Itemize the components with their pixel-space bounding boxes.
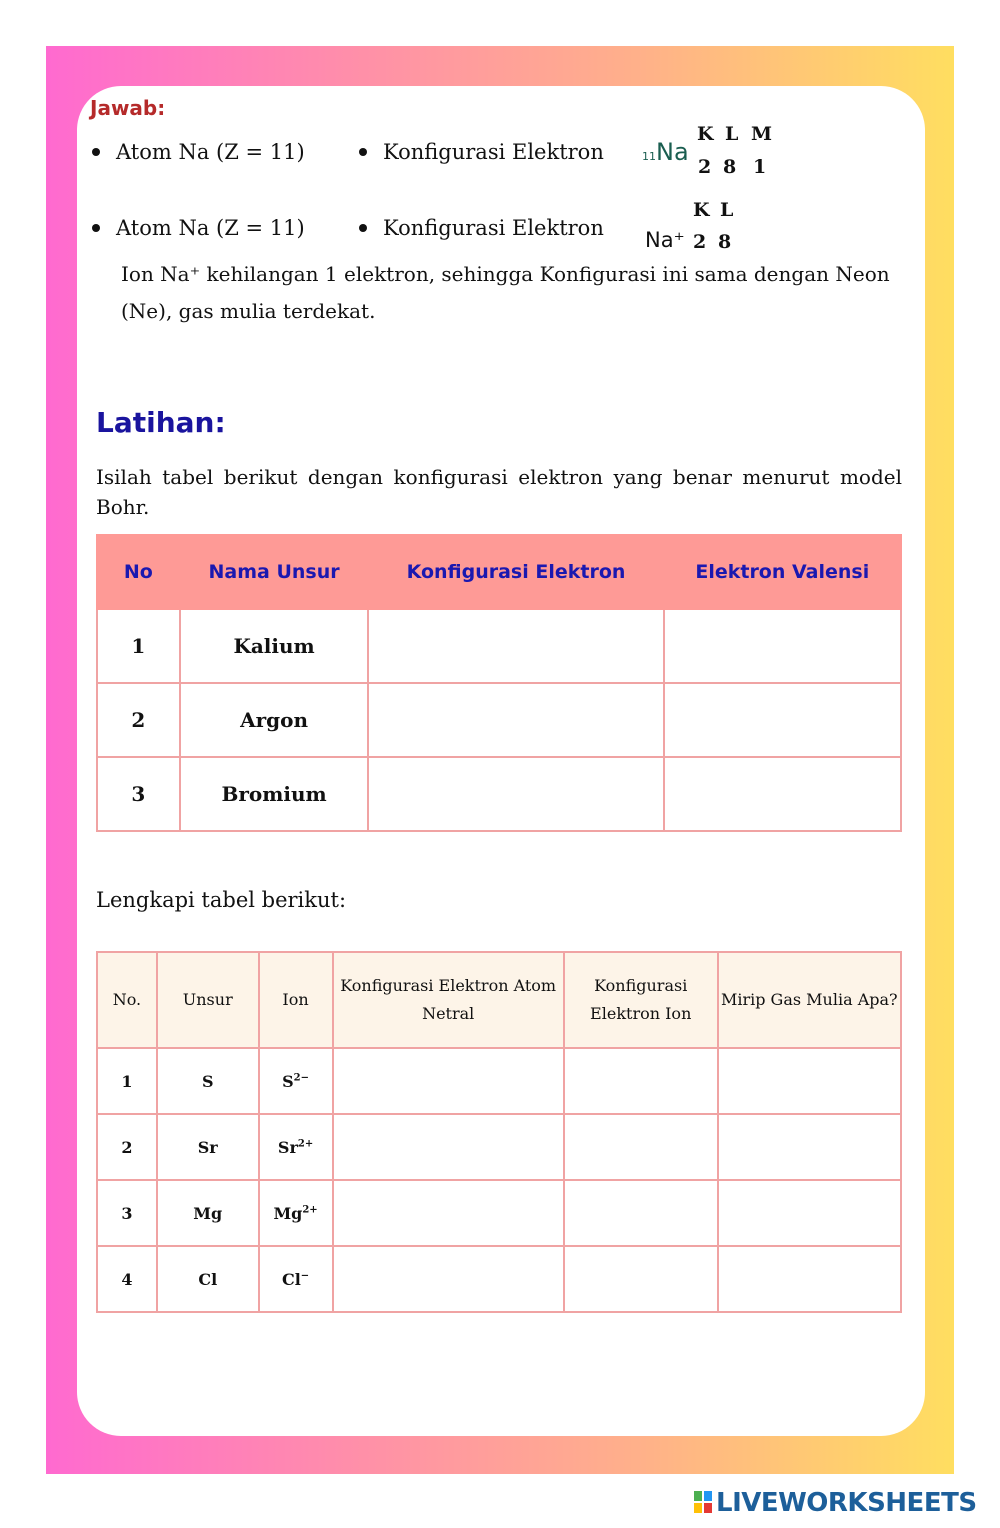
element-symbol: Mg: [157, 1180, 259, 1246]
element-symbol: S: [157, 1048, 259, 1114]
exercise-title: Latihan:: [96, 406, 226, 439]
answer-heading: Jawab:: [90, 96, 166, 120]
table-row: [97, 1246, 901, 1312]
neutral-config-answer-cell[interactable]: [333, 1048, 564, 1114]
noble-gas-answer-cell[interactable]: [718, 1180, 901, 1246]
shell-value-l-1: 8: [723, 156, 737, 178]
shell-value-m-1: 1: [753, 156, 767, 178]
ion-symbol: $Mg^{2+}$: [259, 1180, 333, 1246]
ion-config-answer-cell[interactable]: [564, 1246, 718, 1312]
answer-atom-1: Atom Na (Z = 11): [92, 140, 305, 164]
ion-config-answer-cell[interactable]: [564, 1180, 718, 1246]
complete-instruction: Lengkapi tabel berikut:: [96, 888, 347, 912]
neutral-config-answer-cell[interactable]: [333, 1114, 564, 1180]
row-number: 4: [97, 1246, 157, 1312]
config-answer-cell[interactable]: [368, 609, 663, 683]
table-row: [97, 683, 901, 757]
header-element-name: Nama Unsur: [180, 535, 369, 609]
ion-symbol: Cl−: [259, 1246, 333, 1312]
bullet-icon: [92, 148, 100, 156]
shell-value-k-2: 2: [693, 231, 707, 253]
noble-gas-answer-cell[interactable]: [718, 1048, 901, 1114]
table-row: [97, 1180, 901, 1246]
shell-label-l-2: L: [720, 199, 734, 221]
shell-label-k-1: K: [697, 123, 714, 145]
answer-config-label-2: Konfigurasi Elektron: [359, 216, 604, 240]
header-neutral-config: Konfigurasi Elektron Atom Netral: [333, 952, 564, 1048]
ion-config-answer-cell[interactable]: [564, 1114, 718, 1180]
bullet-icon: [359, 224, 367, 232]
electron-config-table: [96, 534, 902, 832]
valence-answer-cell[interactable]: [664, 683, 901, 757]
answer-config-label-1: Konfigurasi Elektron: [359, 140, 604, 164]
header-ion-config: Konfigurasi Elektron Ion: [564, 952, 718, 1048]
shell-value-k-1: 2: [698, 156, 712, 178]
row-number: 1: [97, 609, 180, 683]
ion-config-answer-cell[interactable]: [564, 1048, 718, 1114]
row-number: 3: [97, 1180, 157, 1246]
valence-answer-cell[interactable]: [664, 757, 901, 831]
ion-symbol: $S^{2-}$: [259, 1048, 333, 1114]
element-name: Bromium: [180, 757, 369, 831]
row-number: 2: [97, 683, 180, 757]
neutral-config-answer-cell[interactable]: [333, 1246, 564, 1312]
element-name: Kalium: [180, 609, 369, 683]
neutral-config-answer-cell[interactable]: [333, 1180, 564, 1246]
header-no: No.: [97, 952, 157, 1048]
table-row: [97, 757, 901, 831]
ion-config-table: [96, 951, 902, 1313]
header-noble-gas: Mirip Gas Mulia Apa?: [718, 952, 901, 1048]
element-symbol: Cl: [157, 1246, 259, 1312]
header-electron-config: Konfigurasi Elektron: [368, 535, 663, 609]
header-no: No: [97, 535, 180, 609]
na-atom-symbol: 11Na: [642, 138, 689, 166]
shell-label-l-1: L: [725, 123, 739, 145]
element-name: Argon: [180, 683, 369, 757]
table-header-row: [97, 952, 901, 1048]
row-number: 1: [97, 1048, 157, 1114]
row-number: 2: [97, 1114, 157, 1180]
table-row: [97, 1048, 901, 1114]
answer-explanation: Ion Na⁺ kehilangan 1 elektron, sehingga Konfigurasi ini sama dengan Neon (Ne), gas mulia terdekat.: [121, 262, 890, 323]
noble-gas-answer-cell[interactable]: [718, 1114, 901, 1180]
shell-label-k-2: K: [693, 199, 710, 221]
na-ion-symbol: Na⁺: [645, 228, 685, 252]
config-answer-cell[interactable]: [368, 757, 663, 831]
ion-symbol: $Sr^{2+}$: [259, 1114, 333, 1180]
table-row: [97, 609, 901, 683]
shell-value-l-2: 8: [718, 231, 732, 253]
row-number: 3: [97, 757, 180, 831]
exercise-instruction: Isilah tabel berikut dengan konfigurasi elektron yang benar menurut model Bohr.: [96, 465, 902, 519]
valence-answer-cell[interactable]: [664, 609, 901, 683]
config-answer-cell[interactable]: [368, 683, 663, 757]
header-valence-electrons: Elektron Valensi: [664, 535, 901, 609]
answer-atom-2: Atom Na (Z = 11): [92, 216, 305, 240]
table-header-row: [97, 535, 901, 609]
bullet-icon: [359, 148, 367, 156]
header-ion: Ion: [259, 952, 333, 1048]
table-row: [97, 1114, 901, 1180]
shell-label-m-1: M: [751, 123, 773, 145]
noble-gas-answer-cell[interactable]: [718, 1246, 901, 1312]
element-symbol: Sr: [157, 1114, 259, 1180]
liveworksheets-logo: LIVEWORKSHEETS: [694, 1488, 977, 1518]
liveworksheets-mark-icon: [694, 1491, 712, 1513]
header-element: Unsur: [157, 952, 259, 1048]
bullet-icon: [92, 224, 100, 232]
